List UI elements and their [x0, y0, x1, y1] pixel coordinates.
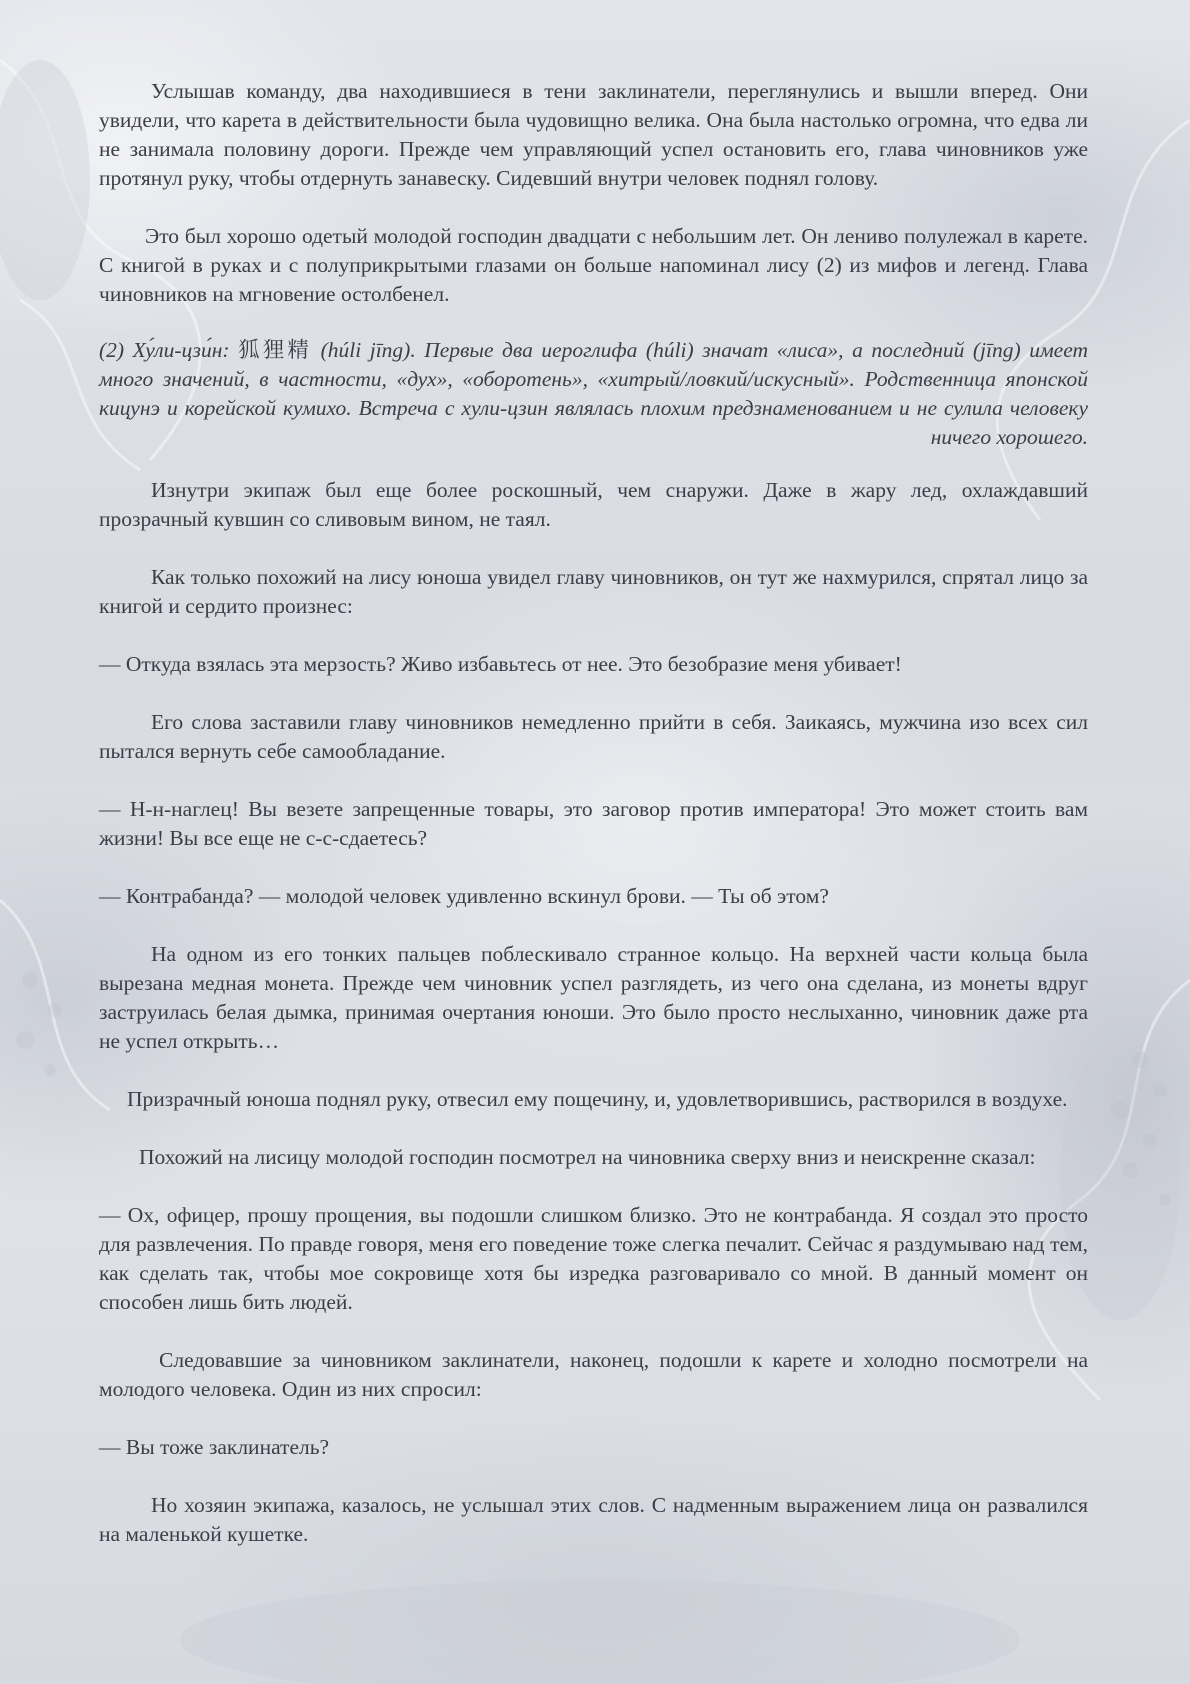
footnote-body: (húli jīng). Первые два иероглифа (húli) значат «лиса», а последний (jīng) имеет много значений, в частности, «дух», «оборотень», «хитрый/ловкий/искусный». Родственница японской кицунэ и корейской кумихо. Встреча с хули-цзин являлась плохим предзнаменованием и не сулила человеку ничего хорошего.	[99, 338, 1088, 449]
paragraph: Но хозяин экипажа, казалось, не услышал этих слов. С надменным выражением лица он развалился на маленькой кушетке.	[99, 1493, 1088, 1546]
dialogue-line: — Вы тоже заклинатель?	[99, 1435, 330, 1459]
paragraph: Следовавшие за чиновником заклинатели, наконец, подошли к карете и холодно посмотрели на молодого человека. Один из них спросил:	[99, 1348, 1088, 1401]
paragraph: На одном из его тонких пальцев поблескивало странное кольцо. На верхней части кольца была вырезана медная монета. Прежде чем чиновник успел разглядеть, из чего она сделана, из монеты вдруг заструилась белая дымка, принимая очертания юноши. Это было просто неслыханно, чиновник даже рта не успел открыть…	[99, 942, 1088, 1053]
dialogue-line: — Н-н-наглец! Вы везете запрещенные товары, это заговор против императора! Это может стоить вам жизни! Вы все еще не с-с-сдаетесь?	[99, 797, 1088, 850]
footnote	[99, 336, 1088, 452]
dialogue-line: — Откуда взялась эта мерзость? Живо избавьтесь от нее. Это безобразие меня убивает!	[99, 652, 902, 676]
document-body	[99, 77, 1088, 1549]
paragraph: Призрачный юноша поднял руку, отвесил ему пощечину, и, удовлетворившись, растворился в воздухе.	[127, 1087, 1068, 1111]
footnote-lead: (2) Ху́ли-цзи́н:	[99, 338, 239, 362]
footnote-hanzi: 狐狸精	[238, 338, 313, 363]
paragraph: Похожий на лисицу молодой господин посмотрел на чиновника сверху вниз и неискренне сказал:	[139, 1145, 1036, 1169]
paragraph: Услышав команду, два находившиеся в тени заклинатели, переглянулись и вышли вперед. Они увидели, что карета в действительности была чудовищно велика. Она была настолько огромна, что едва ли не занимала половину дороги. Прежде чем управляющий успел остановить его, глава чиновников уже протянул руку, чтобы отдернуть занавеску. Сидевший внутри человек поднял голову.	[99, 79, 1088, 190]
dialogue-line: — Контрабанда? — молодой человек удивленно вскинул брови. — Ты об этом?	[99, 884, 829, 908]
paragraph: Его слова заставили главу чиновников немедленно прийти в себя. Заикаясь, мужчина изо всех сил пытался вернуть себе самообладание.	[99, 710, 1088, 763]
paragraph: Это был хорошо одетый молодой господин двадцати с небольшим лет. Он лениво полулежал в карете. С книгой в руках и с полуприкрытыми глазами он больше напоминал лису (2) из мифов и легенд. Глава чиновников на мгновение остолбенел.	[99, 224, 1088, 306]
dialogue-line: — Ох, офицер, прошу прощения, вы подошли слишком близко. Это не контрабанда. Я создал это просто для развлечения. По правде говоря, меня его поведение тоже слегка печалит. Сейчас я раздумываю над тем, как сделать так, чтобы мое сокровище хотя бы изредка разговаривало со мной. В данный момент он способен лишь бить людей.	[99, 1203, 1088, 1314]
paragraph: Как только похожий на лису юноша увидел главу чиновников, он тут же нахмурился, спрятал лицо за книгой и сердито произнес:	[99, 565, 1088, 618]
paragraph: Изнутри экипаж был еще более роскошный, чем снаружи. Даже в жару лед, охлаждавший прозрачный кувшин со сливовым вином, не таял.	[99, 478, 1088, 531]
